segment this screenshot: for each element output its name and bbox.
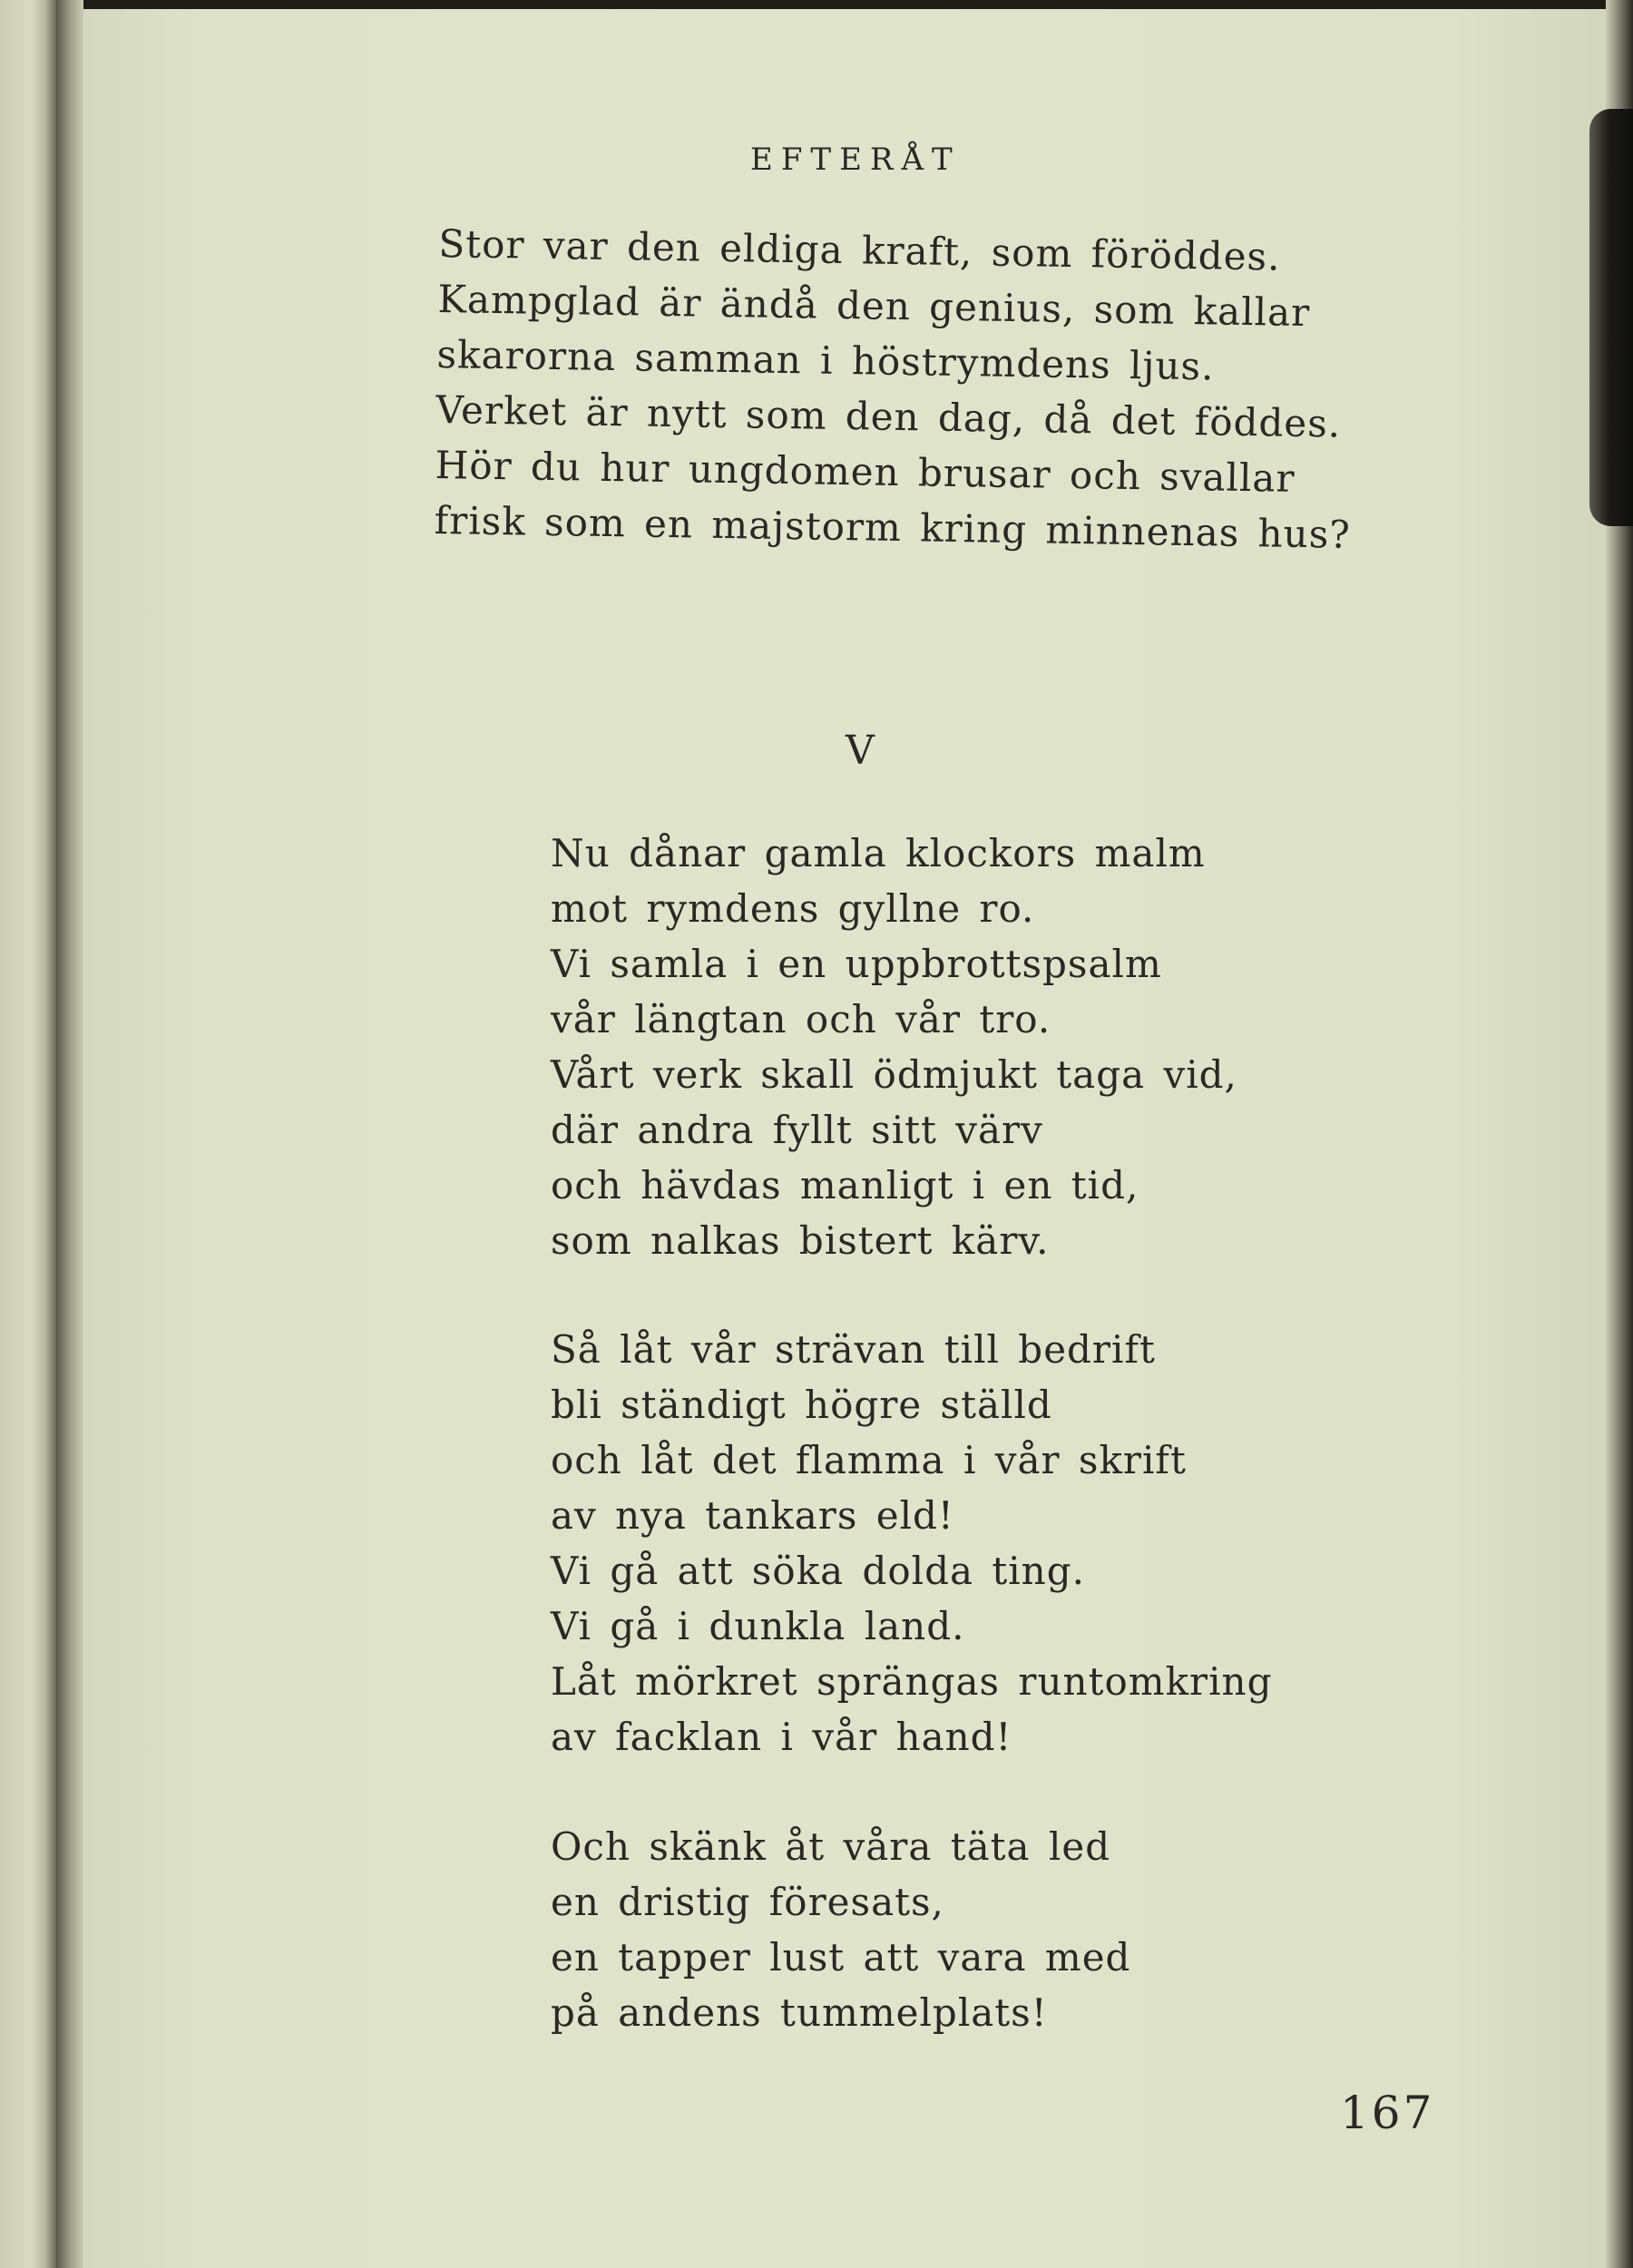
- stanza-2: [551, 1322, 1272, 1765]
- verse-line: Hör du hur ungdomen brusar och svallar: [435, 442, 1296, 501]
- verse-line: Nu dånar gamla klockors malm: [551, 831, 1206, 875]
- stanza-3: [551, 1819, 1130, 2040]
- verse-line: frisk som en majstorm kring minnenas hus?: [434, 497, 1352, 557]
- verse-line: av nya tankars eld!: [551, 1493, 954, 1538]
- verse-line: Och skänk åt våra täta led: [551, 1824, 1111, 1869]
- verse-line: och hävdas manligt i en tid,: [551, 1163, 1139, 1207]
- verse-line: Vi gå i dunkla land.: [551, 1604, 965, 1648]
- stanza-1: [551, 826, 1237, 1268]
- verse-line: Låt mörkret sprängas runtomkring: [551, 1659, 1273, 1704]
- verse-line: bli ständigt högre ställd: [551, 1383, 1052, 1427]
- verse-line: Vi gå att söka dolda ting.: [551, 1549, 1085, 1593]
- verse-line: Vi samla i en uppbrottspsalm: [551, 942, 1162, 986]
- verse-line: av facklan i vår hand!: [551, 1715, 1012, 1759]
- verse-line: som nalkas bistert kärv.: [551, 1218, 1050, 1263]
- verse-line: på andens tummelplats!: [551, 1990, 1048, 2035]
- book-clip: [1589, 109, 1633, 526]
- book-gutter: [56, 0, 83, 2268]
- running-head: EFTERÅT: [750, 142, 961, 178]
- verse-line: där andra fyllt sitt värv: [551, 1108, 1043, 1152]
- verse-line: skarorna samman i höstrymdens ljus.: [436, 331, 1215, 389]
- verse-line: mot rymdens gyllne ro.: [551, 886, 1035, 931]
- verse-line: Så låt vår strävan till bedrift: [551, 1327, 1156, 1372]
- top-stanza: [434, 216, 1355, 562]
- verse-line: och låt det flamma i vår skrift: [551, 1438, 1187, 1482]
- book-page: [83, 9, 1606, 2268]
- verse-line: Kampglad är ändå den genius, som kallar: [437, 276, 1311, 336]
- verse-line: vår längtan och vår tro.: [551, 997, 1051, 1041]
- verse-line: en dristig föresats,: [551, 1880, 944, 1924]
- verse-line: Verket är nytt som den dag, då det föddes.: [435, 386, 1342, 446]
- verse-line: Stor var den eldiga kraft, som föröddes.: [438, 220, 1281, 279]
- page-number: 167: [1340, 2087, 1435, 2139]
- section-numeral: V: [846, 728, 875, 774]
- verse-line: en tapper lust att vara med: [551, 1935, 1131, 1980]
- facing-page-edge: [0, 0, 56, 2268]
- verse-line: Vårt verk skall ödmjukt taga vid,: [551, 1052, 1237, 1097]
